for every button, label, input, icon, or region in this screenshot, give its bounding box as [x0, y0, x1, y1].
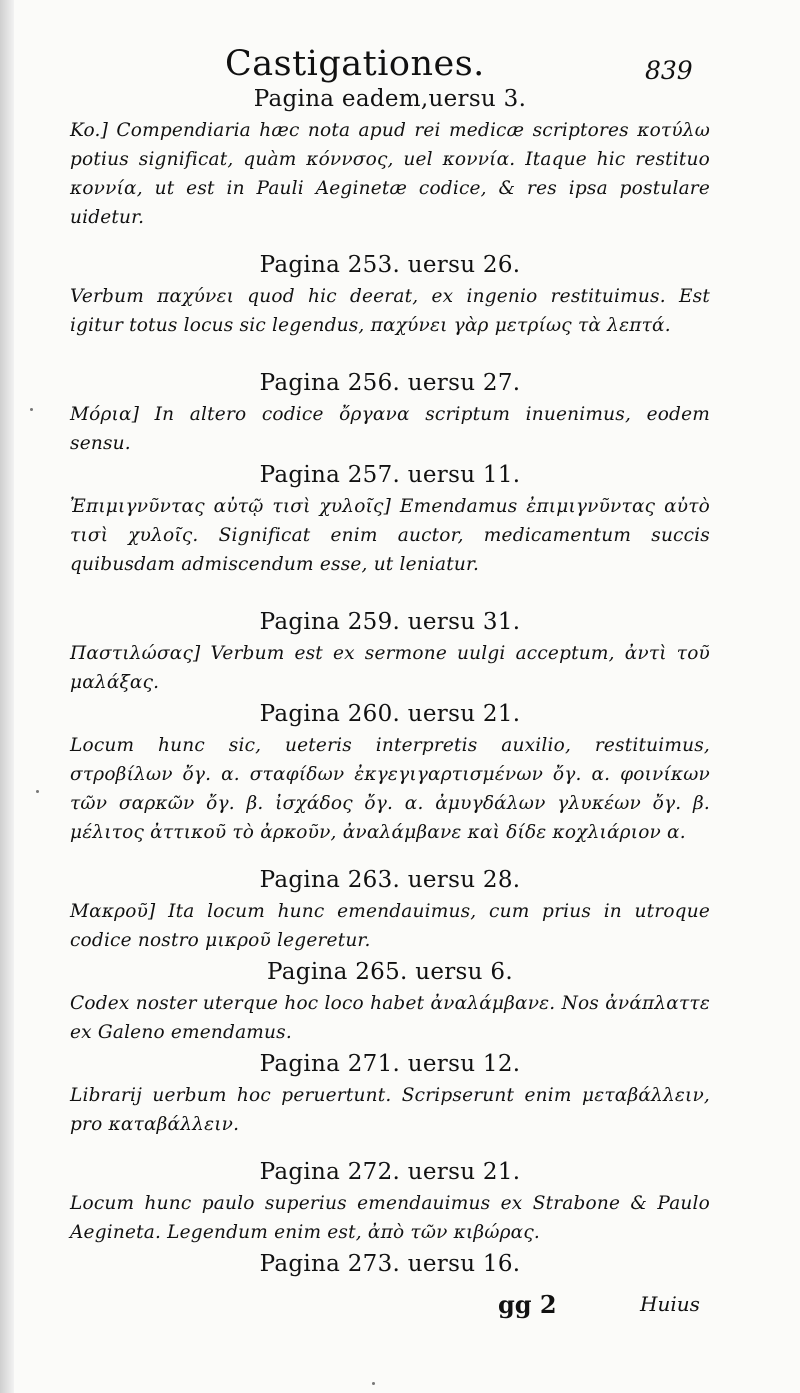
section-text: Παστιλώσας] Verbum est ex sermone uulgi acceptum, ἀντὶ τοῦ μαλάξας. [70, 643, 710, 693]
section-heading: Pagina eadem,uersu 3. [253, 86, 527, 112]
section-text: Locum hunc sic, ueteris interpretis auxilio, restituimus, στροβίλων ὄγ. α. σταφίδων ἐκγεγιγαρτισμένων ὄγ. α. φοινίκων τῶν σαρκῶν ὄγ. β. ἰσχάδος ὄγ. α. ἀμυγδάλων γλυκέων ὄγ. β. μέλιτος ἀττικοῦ τὸ ἀρκοῦν, ἀναλάμβανε καὶ δίδε κοχλιάριον α. [70, 735, 710, 843]
section-heading: Pagina 260. uersu 21. [259, 701, 521, 727]
section-text: Verbum παχύνει quod hic deerat, ex ingenio restituimus. Est igitur totus locus sic legendus, παχύνει γὰρ μετρίως τὰ λεπτά. [70, 286, 710, 336]
section-text: Ko.] Compendiaria hæc nota apud rei medicæ scriptores κοτύλω potius significat, quàm κόννσος, uel κοννία. Itaque hic restituo κοννία, ut est in Pauli Aeginetæ codice, & res ipsa postulare uidetur. [70, 120, 710, 228]
running-title: Castigationes. [225, 44, 485, 84]
section-heading: Pagina 271. uersu 12. [259, 1051, 521, 1077]
ink-speck [30, 408, 33, 411]
section-text: Μακροῦ] Ita locum hunc emendauimus, cum prius in utroque codice nostro μικροῦ legeretur. [70, 901, 710, 951]
section-text: Librarij uerbum hoc peruertunt. Scripserunt enim μεταβάλλειν, pro καταβάλλειν. [70, 1085, 710, 1135]
ink-speck [372, 1382, 375, 1385]
section-heading: Pagina 265. uersu 6. [267, 959, 513, 985]
section-text: Μόρια] In altero codice ὄργανα scriptum inuenimus, eodem sensu. [70, 404, 710, 454]
section-heading: Pagina 273. uersu 16. [259, 1251, 521, 1277]
section-text: Ἐπιμιγνῦντας αὐτῷ τισὶ χυλοῖς] Emendamus ἐπιμιγνῦντας αὐτὸ τισὶ χυλοῖς. Significat enim auctor, medicamentum succis quibusdam admiscendum esse, ut leniatur. [70, 496, 710, 575]
binding-gutter [0, 0, 14, 1393]
section-text: Locum hunc paulo superius emendauimus ex Strabone & Paulo Aegineta. Legendum enim est, ἀπὸ τῶν κιβώρας. [70, 1193, 710, 1243]
section-heading: Pagina 256. uersu 27. [259, 370, 521, 396]
section-heading: Pagina 272. uersu 21. [259, 1159, 521, 1185]
signature-mark: gg 2 [498, 1290, 557, 1319]
section-heading: Pagina 253. uersu 26. [259, 252, 521, 278]
catchword: Huius [640, 1292, 700, 1316]
text-body [70, 82, 710, 1281]
section-heading: Pagina 263. uersu 28. [259, 867, 521, 893]
section-text: Codex noster uterque hoc loco habet ἀναλάμβανε. Nos ἀνάπλαττε ex Galeno emendamus. [70, 993, 710, 1043]
ink-speck [36, 790, 39, 793]
section-heading: Pagina 257. uersu 11. [259, 462, 521, 488]
page-number: 839 [645, 56, 693, 85]
section-heading: Pagina 259. uersu 31. [259, 609, 521, 635]
page-footer [0, 1290, 800, 1330]
